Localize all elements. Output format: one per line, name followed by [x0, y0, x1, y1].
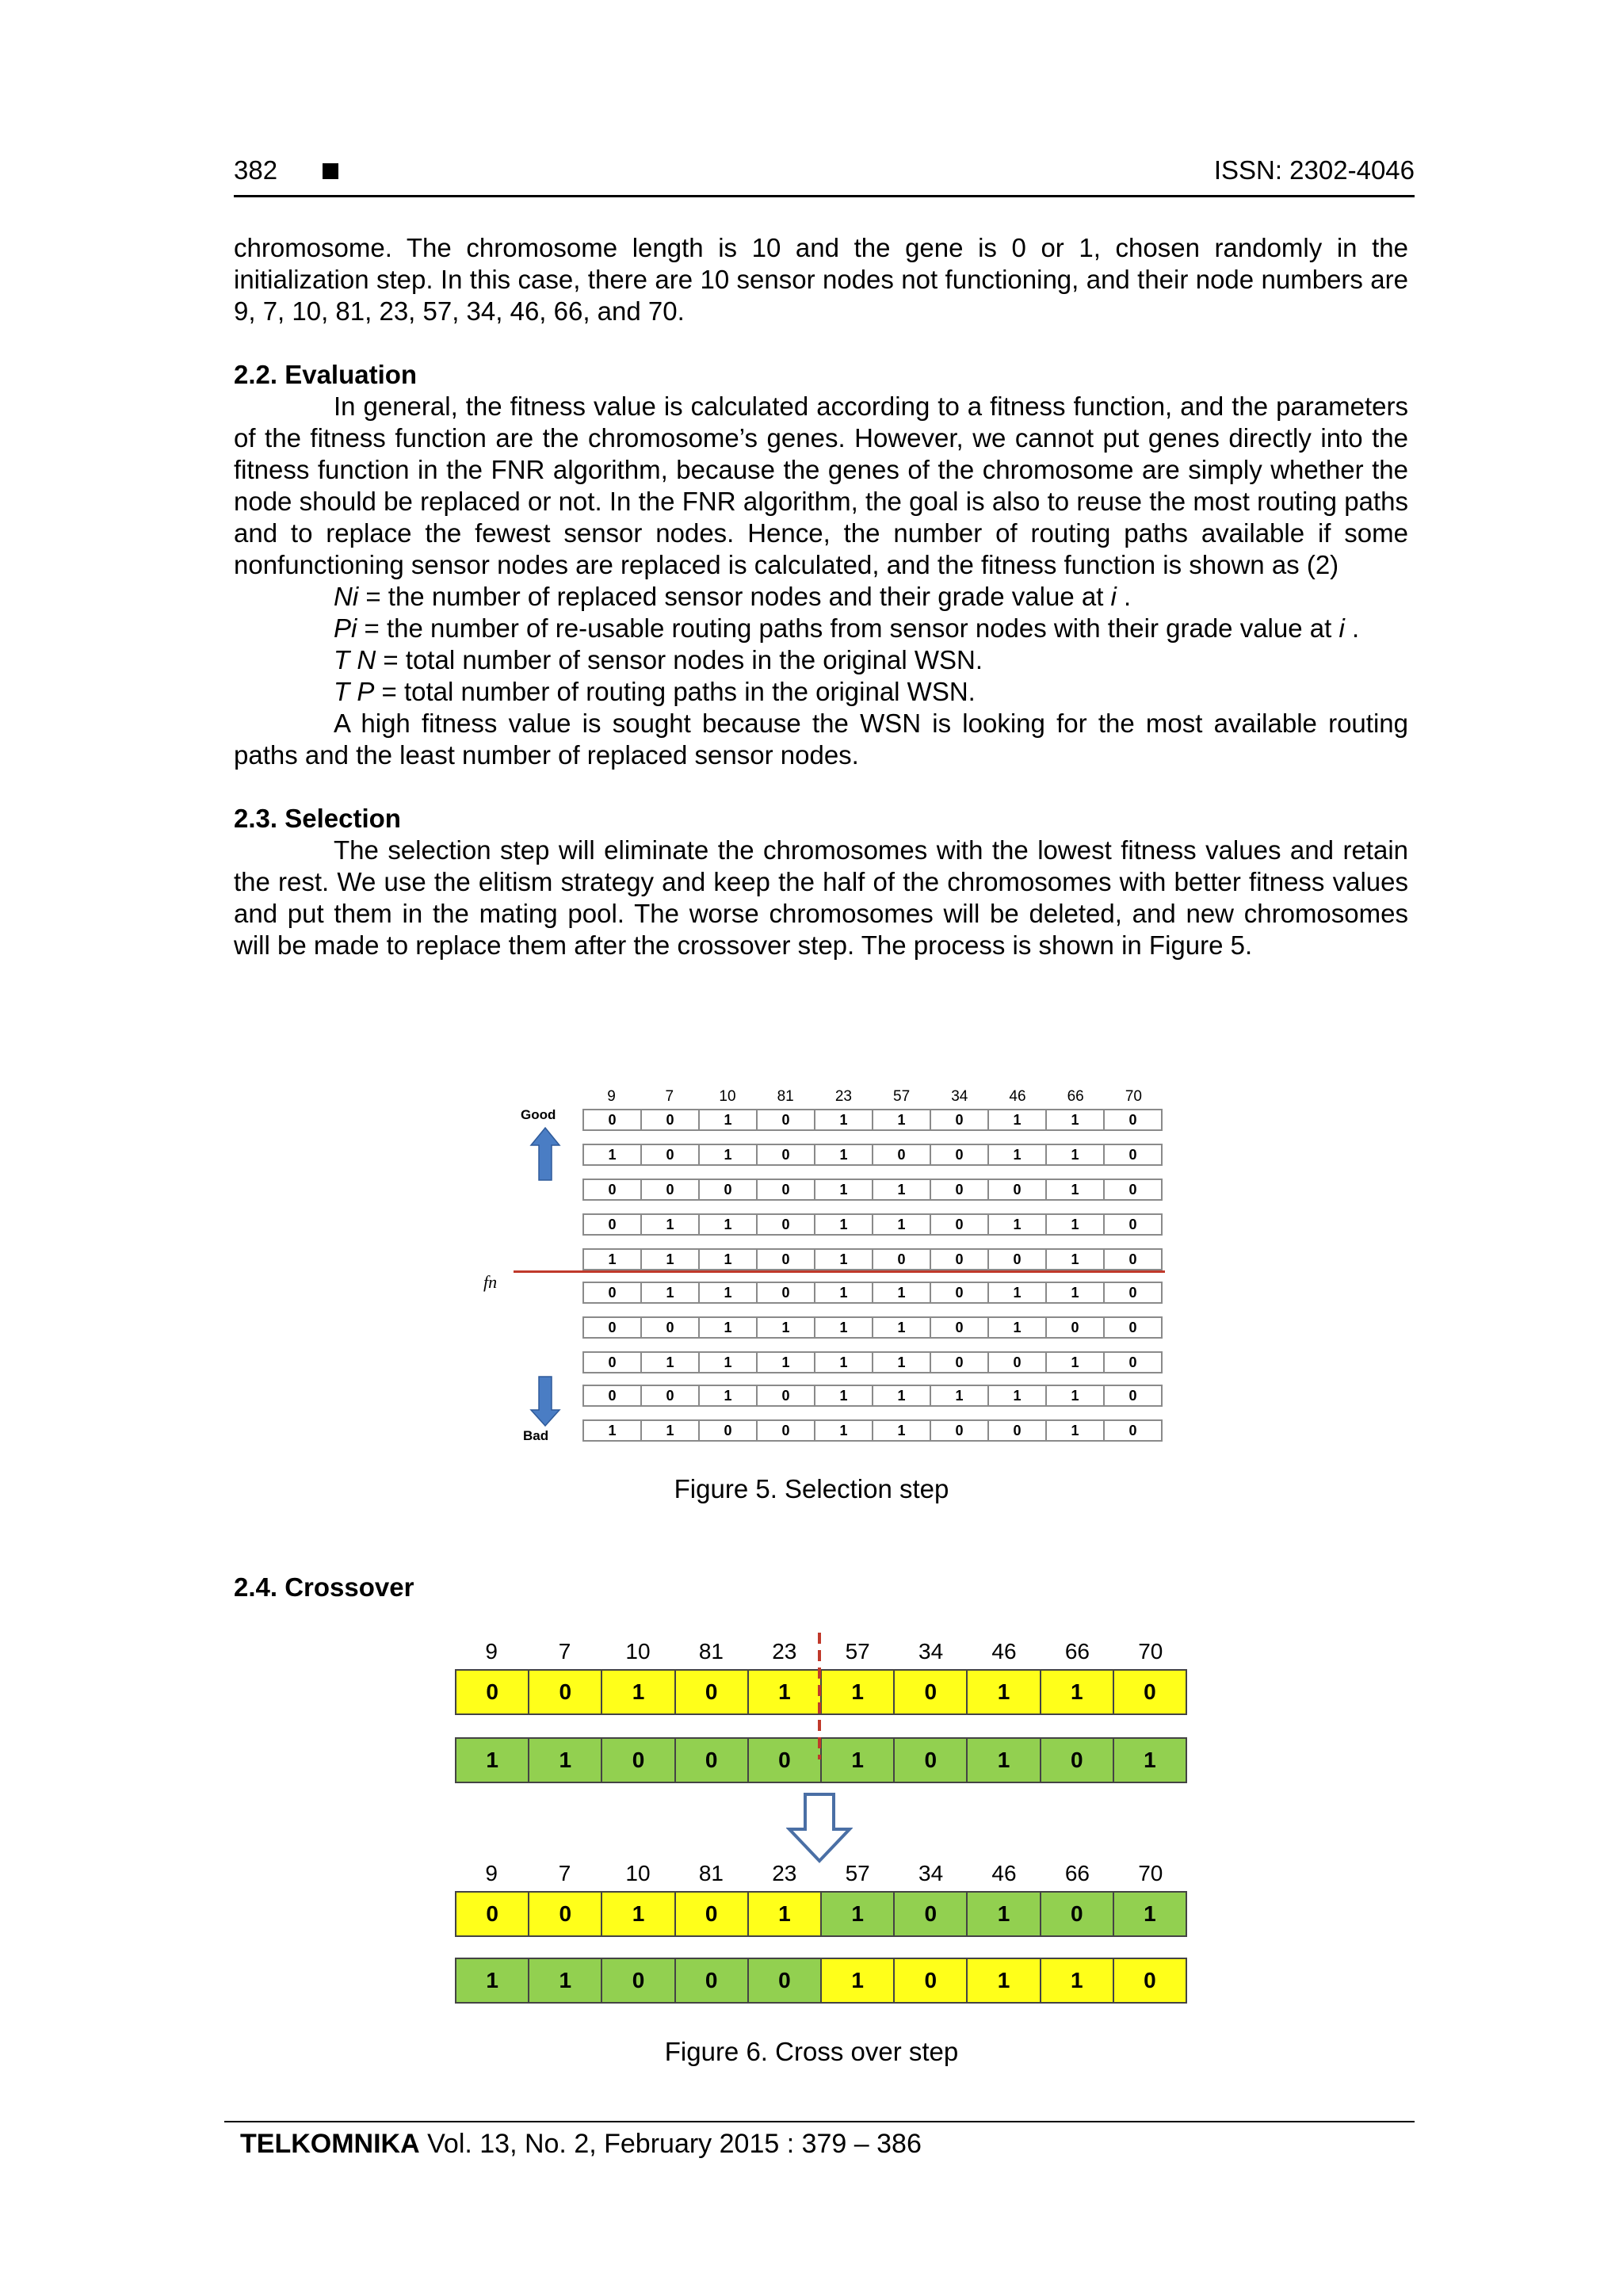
gene-cell: 0	[931, 1248, 989, 1270]
gene-cell: 1	[968, 1958, 1041, 2004]
node-id-label: 81	[698, 1861, 724, 1885]
gene-cell: 1	[873, 1385, 931, 1407]
definition-text: = total number of routing paths in the original WSN.	[374, 677, 976, 706]
gene-cell: 0	[873, 1248, 931, 1270]
gene-cell: 0	[700, 1179, 758, 1201]
node-id-label: 70	[1138, 1639, 1163, 1664]
gene-cell: 0	[1105, 1316, 1163, 1339]
gene-cell: 1	[700, 1248, 758, 1270]
gene-cell: 1	[700, 1316, 758, 1339]
paragraph: In general, the fitness value is calculated according to a fitness function, and the parameters of the fitness function are the chromosome’s genes. However, we cannot put genes directly into the fitness function in the FNR algorithm, because the genes of the chromosome are simply whether the node should be replaced or not. In the FNR algorithm, the goal is also to reuse the most routing paths and to replace the fewest sensor nodes. Hence, the number of routing paths available if some nonfunctioning sensor nodes are replaced is calculated, and the fitness function is shown as (2)	[234, 392, 1408, 579]
figure-5-selection	[475, 1082, 1165, 1446]
header-rule	[234, 195, 1415, 197]
definition-tp	[234, 676, 1408, 708]
journal-details: Vol. 13, No. 2, February 2015 : 379 – 386	[419, 2129, 922, 2159]
node-id-label: 66	[1064, 1861, 1090, 1885]
gene-cell: 0	[895, 1737, 968, 1783]
gene-cell: 0	[989, 1419, 1047, 1442]
node-id-label: 81	[698, 1639, 724, 1664]
gene-cell: 0	[1105, 1179, 1163, 1201]
gene-cell: 0	[758, 1179, 815, 1201]
gene-cell: 0	[642, 1385, 700, 1407]
gene-cell: 1	[758, 1351, 815, 1373]
bad-label: Bad	[523, 1428, 549, 1443]
gene-cell: 0	[676, 1669, 749, 1715]
gene-cell: 0	[931, 1282, 989, 1304]
gene-cell: 0	[642, 1144, 700, 1166]
node-id-label: 57	[893, 1088, 911, 1105]
gene-cell: 1	[815, 1316, 873, 1339]
gene-cell: 1	[822, 1737, 895, 1783]
chromosome-row	[582, 1213, 1163, 1236]
gene-cell: 1	[1047, 1351, 1105, 1373]
node-id-label: 66	[1067, 1088, 1084, 1105]
gene-cell: 1	[815, 1109, 873, 1131]
arrow-down-icon	[529, 1375, 561, 1427]
gene-cell: 1	[822, 1669, 895, 1715]
node-id-label: 66	[1064, 1639, 1090, 1664]
gene-cell: 0	[931, 1419, 989, 1442]
gene-cell: 1	[642, 1213, 700, 1236]
gene-cell: 1	[758, 1316, 815, 1339]
arrow-up-icon	[529, 1126, 561, 1182]
gene-cell: 0	[455, 1669, 529, 1715]
gene-cell: 0	[749, 1958, 822, 2004]
gene-cell: 1	[1041, 1958, 1114, 2004]
gene-cell: 1	[642, 1248, 700, 1270]
gene-cell: 1	[815, 1419, 873, 1442]
gene-cell: 0	[1105, 1248, 1163, 1270]
section-heading-evaluation: 2.2. Evaluation	[234, 360, 418, 389]
gene-cell: 0	[642, 1179, 700, 1201]
gene-cell: 0	[676, 1958, 749, 2004]
footer-rule	[224, 2121, 1415, 2122]
gene-cell: 0	[642, 1316, 700, 1339]
gene-cell: 0	[931, 1316, 989, 1339]
gene-cell: 0	[582, 1213, 642, 1236]
node-id-label: 46	[1009, 1088, 1026, 1105]
definition-tn	[234, 644, 1408, 676]
gene-cell: 1	[822, 1958, 895, 2004]
gene-cell: 0	[1105, 1144, 1163, 1166]
gene-cell: 0	[1114, 1669, 1187, 1715]
gene-cell: 1	[700, 1109, 758, 1131]
crossover-point-line	[818, 1633, 821, 1759]
gene-cell: 0	[582, 1385, 642, 1407]
gene-cell: 0	[676, 1737, 749, 1783]
node-id-label: 10	[719, 1088, 736, 1105]
gene-cell: 0	[873, 1144, 931, 1166]
gene-cell: 0	[676, 1891, 749, 1937]
gene-cell: 1	[989, 1316, 1047, 1339]
node-id-label: 9	[485, 1639, 498, 1664]
gene-cell: 1	[1047, 1109, 1105, 1131]
gene-cell: 0	[582, 1316, 642, 1339]
gene-cell: 1	[931, 1385, 989, 1407]
gene-cell: 0	[758, 1248, 815, 1270]
gene-cell: 0	[758, 1385, 815, 1407]
node-id-label: 23	[772, 1639, 797, 1664]
gene-cell: 1	[1047, 1179, 1105, 1201]
gene-cell: 0	[931, 1213, 989, 1236]
gene-cell: 1	[602, 1891, 675, 1937]
arrow-down-outline-icon	[786, 1793, 853, 1864]
parent-chromosome-2	[455, 1737, 1187, 1783]
figure-5-caption: Figure 5. Selection step	[674, 1474, 949, 1503]
symbol: T P	[334, 677, 375, 706]
gene-cell: 1	[989, 1109, 1047, 1131]
chromosome-row	[582, 1419, 1163, 1442]
node-id-label: 23	[772, 1861, 797, 1885]
gene-cell: 1	[700, 1282, 758, 1304]
chromosome-row	[582, 1144, 1163, 1166]
symbol: Ni	[334, 582, 359, 611]
square-bullet-icon	[323, 163, 338, 179]
gene-cell: 0	[582, 1179, 642, 1201]
gene-cell: 0	[895, 1891, 968, 1937]
body-text	[234, 232, 1408, 961]
gene-cell: 0	[931, 1179, 989, 1201]
body-text	[234, 1572, 1408, 1603]
gene-cell: 0	[1105, 1385, 1163, 1407]
gene-cell: 1	[968, 1737, 1041, 1783]
figure-6-caption: Figure 6. Cross over step	[664, 2037, 959, 2066]
chromosome-row	[582, 1385, 1163, 1407]
gene-cell: 0	[582, 1282, 642, 1304]
gene-cell: 1	[815, 1144, 873, 1166]
gene-cell: 1	[582, 1419, 642, 1442]
threshold-line	[514, 1270, 1165, 1273]
page-number: 382	[234, 155, 278, 185]
gene-cell: 1	[822, 1891, 895, 1937]
gene-cell: 1	[1047, 1144, 1105, 1166]
offspring-chromosome-2	[455, 1958, 1187, 2004]
section-heading-selection: 2.3. Selection	[234, 804, 401, 833]
paragraph: A high fitness value is sought because the WSN is looking for the most available routing paths and the least number of replaced sensor nodes.	[234, 709, 1408, 770]
gene-cell: 1	[1114, 1737, 1187, 1783]
gene-cell: 1	[873, 1316, 931, 1339]
node-id-label: 34	[918, 1639, 944, 1664]
gene-cell: 1	[455, 1958, 529, 2004]
symbol: i	[1110, 582, 1117, 611]
gene-cell: 0	[758, 1213, 815, 1236]
threshold-label: fn	[483, 1272, 498, 1292]
gene-cell: 1	[989, 1385, 1047, 1407]
gene-cell: 0	[895, 1958, 968, 2004]
offspring-chromosome-1	[455, 1891, 1187, 1937]
gene-cell: 1	[989, 1282, 1047, 1304]
symbol: i	[1338, 613, 1345, 643]
gene-cell: 0	[455, 1891, 529, 1937]
gene-cell: 0	[1105, 1419, 1163, 1442]
gene-cell: 0	[989, 1179, 1047, 1201]
gene-cell: 1	[602, 1669, 675, 1715]
gene-cell: 1	[968, 1891, 1041, 1937]
gene-cell: 0	[1114, 1958, 1187, 2004]
gene-cell: 1	[815, 1248, 873, 1270]
definition-text: = the number of replaced sensor nodes and their grade value at	[358, 582, 1111, 611]
node-id-label: 34	[951, 1088, 968, 1105]
journal-name: TELKOMNIKA	[240, 2129, 420, 2159]
gene-cell: 0	[758, 1109, 815, 1131]
gene-cell: 1	[700, 1385, 758, 1407]
gene-cell: 1	[529, 1958, 602, 2004]
node-id-label: 57	[845, 1639, 870, 1664]
node-id-label: 10	[625, 1639, 651, 1664]
gene-cell: 1	[749, 1891, 822, 1937]
gene-cell: 0	[758, 1282, 815, 1304]
gene-cell: 1	[749, 1669, 822, 1715]
chromosome-row	[582, 1351, 1163, 1373]
gene-cell: 1	[815, 1179, 873, 1201]
node-id-label: 81	[777, 1088, 794, 1105]
gene-cell: 0	[931, 1109, 989, 1131]
figure-6-crossover	[444, 1625, 1197, 2005]
gene-cell: 1	[642, 1419, 700, 1442]
node-id-label: 70	[1138, 1861, 1163, 1885]
node-id-label: 7	[558, 1639, 571, 1664]
gene-cell: 0	[758, 1419, 815, 1442]
node-id-label: 9	[485, 1861, 498, 1885]
page-footer	[240, 2129, 922, 2160]
gene-cell: 1	[1047, 1419, 1105, 1442]
node-id-label: 7	[665, 1088, 674, 1105]
gene-cell: 1	[1047, 1385, 1105, 1407]
gene-cell: 1	[873, 1419, 931, 1442]
gene-cell: 1	[815, 1282, 873, 1304]
node-id-label: 34	[918, 1861, 944, 1885]
definition-text: = total number of sensor nodes in the original WSN.	[376, 645, 983, 674]
definition-pi	[234, 613, 1408, 644]
gene-cell: 0	[582, 1351, 642, 1373]
node-id-label: 7	[558, 1861, 571, 1885]
gene-cell: 1	[642, 1282, 700, 1304]
gene-cell: 0	[529, 1891, 602, 1937]
gene-cell: 0	[1105, 1109, 1163, 1131]
node-id-label: 9	[607, 1088, 616, 1105]
gene-cell: 1	[582, 1248, 642, 1270]
paragraph: chromosome. The chromosome length is 10 and the gene is 0 or 1, chosen randomly in the initialization step. In this case, there are 10 sensor nodes not functioning, and their node numbers are 9, 7, 10, 81, 23, 57, 34, 46, 66, and 70.	[234, 233, 1408, 326]
gene-cell: 0	[1041, 1891, 1114, 1937]
gene-cell: 1	[529, 1737, 602, 1783]
gene-cell: 1	[455, 1737, 529, 1783]
parent-chromosome-1	[455, 1669, 1187, 1715]
gene-cell: 1	[1047, 1248, 1105, 1270]
gene-cell: 1	[700, 1144, 758, 1166]
chromosome-row	[582, 1248, 1163, 1270]
gene-cell: 0	[700, 1419, 758, 1442]
gene-cell: 0	[749, 1737, 822, 1783]
chromosome-row	[582, 1282, 1163, 1304]
gene-cell: 0	[931, 1351, 989, 1373]
gene-cell: 1	[989, 1213, 1047, 1236]
gene-cell: 1	[1041, 1669, 1114, 1715]
gene-cell: 1	[815, 1351, 873, 1373]
gene-cell: 0	[582, 1109, 642, 1131]
gene-cell: 1	[642, 1351, 700, 1373]
section-heading-crossover: 2.4. Crossover	[234, 1572, 414, 1602]
gene-cell: 0	[1041, 1737, 1114, 1783]
gene-cell: 0	[1105, 1282, 1163, 1304]
gene-cell: 1	[815, 1385, 873, 1407]
gene-cell: 1	[968, 1669, 1041, 1715]
page-header	[234, 155, 1415, 195]
definition-text: = the number of re-usable routing paths from sensor nodes with their grade value at	[357, 613, 1339, 643]
gene-cell: 1	[873, 1351, 931, 1373]
gene-cell: 1	[989, 1144, 1047, 1166]
gene-cell: 0	[895, 1669, 968, 1715]
gene-cell: 0	[642, 1109, 700, 1131]
gene-cell: 0	[989, 1248, 1047, 1270]
gene-cell: 1	[1047, 1213, 1105, 1236]
definition-ni	[234, 581, 1408, 613]
gene-cell: 0	[931, 1144, 989, 1166]
symbol: T N	[334, 645, 376, 674]
gene-cell: 1	[582, 1144, 642, 1166]
definition-text: .	[1344, 613, 1360, 643]
gene-cell: 0	[989, 1351, 1047, 1373]
good-label: Good	[521, 1107, 556, 1122]
gene-cell: 0	[602, 1958, 675, 2004]
gene-cell: 0	[1105, 1213, 1163, 1236]
node-id-label: 23	[834, 1088, 852, 1105]
gene-cell: 0	[758, 1144, 815, 1166]
node-id-label: 57	[845, 1861, 870, 1885]
symbol: Pi	[334, 613, 357, 643]
node-id-label: 46	[991, 1861, 1017, 1885]
gene-cell: 0	[529, 1669, 602, 1715]
gene-cell: 0	[602, 1737, 675, 1783]
node-id-label: 70	[1125, 1088, 1142, 1105]
gene-cell: 0	[1105, 1351, 1163, 1373]
issn: ISSN: 2302-4046	[1213, 155, 1415, 185]
node-id-label: 46	[991, 1639, 1017, 1664]
gene-cell: 1	[873, 1179, 931, 1201]
gene-cell: 1	[873, 1109, 931, 1131]
gene-cell: 1	[1047, 1282, 1105, 1304]
gene-cell: 1	[1114, 1891, 1187, 1937]
chromosome-row	[582, 1179, 1163, 1201]
chromosome-row	[582, 1109, 1163, 1131]
gene-cell: 1	[873, 1282, 931, 1304]
definition-text: .	[1116, 582, 1132, 611]
node-id-label: 10	[625, 1861, 651, 1885]
paragraph: The selection step will eliminate the chromosomes with the lowest fitness values and retain the rest. We use the elitism strategy and keep the half of the chromosomes with better fitness values and put them in the mating pool. The worse chromosomes will be deleted, and new chromosomes will be made to replace them after the crossover step. The process is shown in Figure 5.	[234, 835, 1408, 960]
gene-cell: 1	[700, 1351, 758, 1373]
gene-cell: 1	[700, 1213, 758, 1236]
gene-cell: 1	[873, 1213, 931, 1236]
gene-cell: 1	[815, 1213, 873, 1236]
chromosome-row	[582, 1316, 1163, 1339]
gene-cell: 0	[1047, 1316, 1105, 1339]
